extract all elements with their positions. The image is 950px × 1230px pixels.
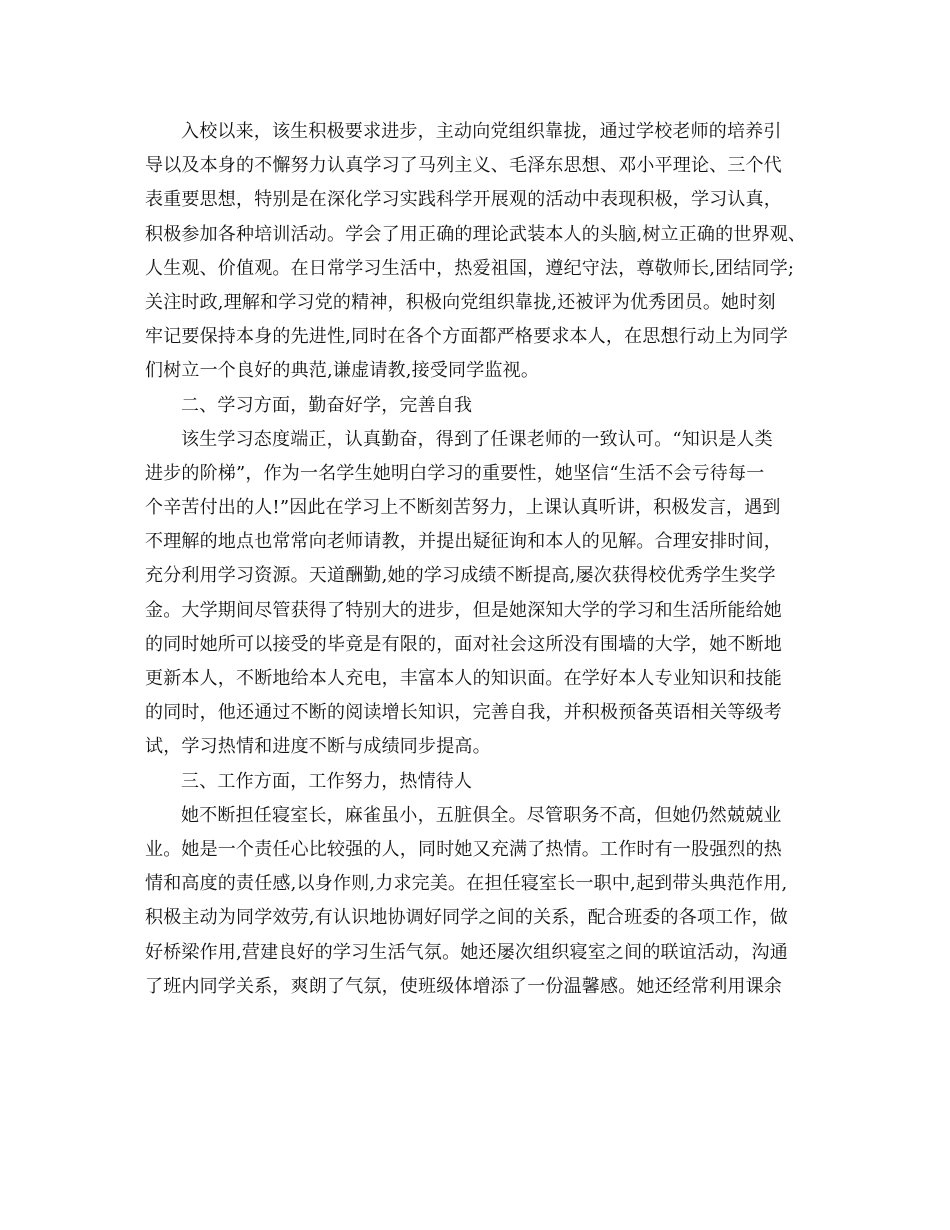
- text-line: 金。大学期间尽管获得了特别大的进步，但是她深知大学的学习和生活所能给她: [145, 599, 782, 621]
- text-line: 关注时政,理解和学习党的精神，积极向党组织靠拢,还被评为优秀团员。她时刻: [145, 291, 776, 313]
- text-line: 情和高度的责任感,以身作则,力求完美。在担任寝室长一职中,起到带头典范作用,: [145, 873, 788, 895]
- text-line: 的同时，他还通过不断的阅读增长知识，完善自我，并积极预备英语相关等级考: [145, 702, 782, 724]
- text-line: 积极参加各种培训活动。学会了用正确的理论武装本人的头脑,树立正确的世界观、: [145, 223, 807, 245]
- text-line: 了班内同学关系，爽朗了气氛，使班级体增添了一份温馨感。她还经常利用课余: [145, 975, 782, 997]
- text-line: 好桥梁作用,营建良好的学习生活气氛。她还屡次组织寝室之间的联谊活动，沟通: [145, 941, 788, 963]
- text-line: 个辛苦付出的人!”因此在学习上不断刻苦努力，上课认真听讲，积极发言，遇到: [145, 497, 781, 519]
- document-body: [145, 115, 815, 1004]
- text-line: 她不断担任寝室长，麻雀虽小，五脏俱全。尽管职务不高，但她仍然兢兢业: [181, 804, 782, 826]
- text-line: 的同时她所可以接受的毕竟是有限的，面对社会这所没有围墙的大学，她不断地: [145, 633, 782, 655]
- text-line: 牢记要保持本身的先进性,同时在各个方面都严格要求本人，在思想行动上为同学: [145, 326, 788, 348]
- text-line: 导以及本身的不懈努力认真学习了马列主义、毛泽东思想、邓小平理论、三个代: [145, 155, 782, 177]
- text-line: 三、工作方面，工作努力，热情待人: [181, 770, 473, 792]
- text-line: 表重要思想，特别是在深化学习实践科学开展观的活动中表现积极，学习认真，: [145, 189, 782, 211]
- text-line: 人生观、价值观。在日常学习生活中，热爱祖国，遵纪守法，尊敬师长,团结同学;: [145, 257, 795, 279]
- text-line: 试，学习热情和进度不断与成绩同步提高。: [145, 736, 491, 758]
- text-line: 充分利用学习资源。天道酬勤,她的学习成绩不断提高,屡次获得校优秀学生奖学: [145, 565, 776, 587]
- text-line: 该生学习态度端正，认真勤奋，得到了任课老师的一致认可。“知识是人类: [181, 428, 773, 450]
- text-line: 业。她是一个责任心比较强的人，同时她又充满了热情。工作时有一股强烈的热: [145, 838, 782, 860]
- text-line: 不理解的地点也常常向老师请教，并提出疑征询和本人的见解。合理安排时间，: [145, 531, 782, 553]
- text-line: 进步的阶梯”，作为一名学生她明白学习的重要性，她坚信“生活不会亏待每一: [145, 462, 765, 484]
- text-line: 二、学习方面，勤奋好学，完善自我: [181, 394, 473, 416]
- text-line: 更新本人，不断地给本人充电，丰富本人的知识面。在学好本人专业知识和技能: [145, 668, 782, 689]
- text-line: 们树立一个良好的典范,谦虚请教,接受同学监视。: [145, 360, 540, 382]
- text-line: 入校以来，该生积极要求进步，主动向党组织靠拢，通过学校老师的培养引: [181, 121, 782, 142]
- text-line: 积极主动为同学效劳,有认识地协调好同学之间的关系，配合班委的各项工作，做: [145, 907, 788, 929]
